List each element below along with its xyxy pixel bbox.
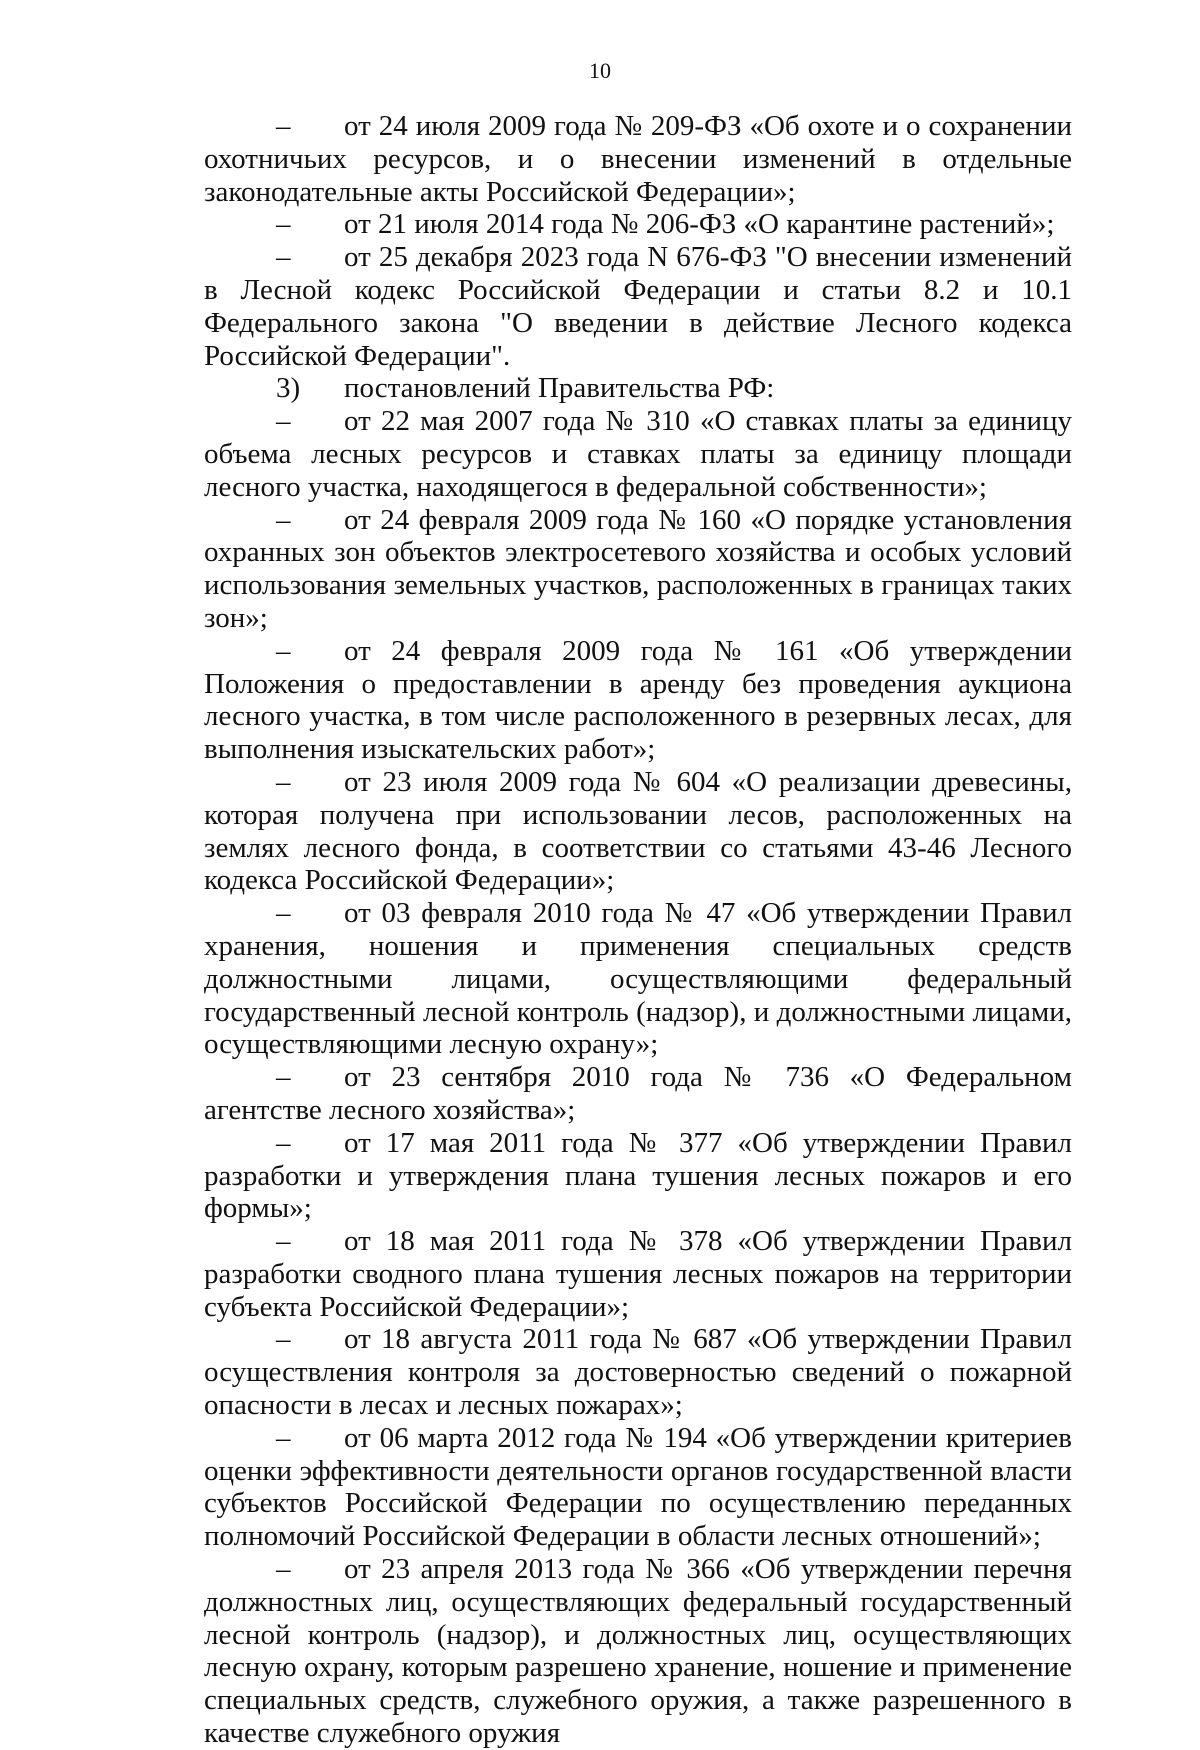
list-item-text: от 22 мая 2007 года № 310 «О ставках платы за единицу объема лесных ресурсов и ставках платы за единицу площади лесного участка, находящегося в федеральной собственности»; [204,405,1072,503]
list-item-text: от 18 мая 2011 года № 378 «Об утверждении Правил разработки сводного плана тушения лесных пожаров на территории субъекта Российской Федерации»; [204,1225,1072,1323]
list-item-text: от 24 февраля 2009 года № 161 «Об утверждении Положения о предоставлении в аренду без проведения аукциона лесного участка, в том числе расположенного в резервных лесах, для выполнения изыскательских работ»; [204,634,1072,766]
list-item [204,405,1072,503]
list-item-text: от 24 июля 2009 года № 209-ФЗ «Об охоте и о сохранении охотничьих ресурсов, и о внесении изменений в отдельные законодательные акты Российской Федерации»; [204,110,1072,208]
list-marker: – [276,1126,291,1159]
list-item-text: от 03 февраля 2010 года № 47 «Об утверждении Правил хранения, ношения и применения специальных средств должностными лицами, осуществляющими федеральный государственный лесной контроль (надзор), и должностными лицами, осуществляющими лесную охрану»; [204,897,1072,1061]
list-item [204,1422,1072,1553]
document-body [204,110,1072,1750]
list-marker: – [276,110,291,142]
list-item-text: от 23 апреля 2013 года № 366 «Об утверждении перечня должностных лиц, осуществляющих федеральный государственный лесной контроль (надзор), и должностных лиц, осуществляющих лесную охрану, которым разрешено хранение, ношение и применение специальных средств, служебного оружия, а также разрешенного в качестве служебного оружия [204,1553,1072,1750]
list-item [204,766,1072,897]
list-item-text: от 21 июля 2014 года № 206-ФЗ «О карантине растений»; [344,208,1055,241]
list-item-text: от 24 февраля 2009 года № 160 «О порядке установления охранных зон объектов электросетевого хозяйства и особых условий использования земельных участков, расположенных в границах таких зон»; [204,503,1072,634]
list-item [204,1127,1072,1225]
list-item-text: от 18 августа 2011 года № 687 «Об утверждении Правил осуществления контроля за достоверностью сведений о пожарной опасности в лесах и лесных пожарах»; [204,1323,1072,1422]
list-marker: – [276,1323,291,1356]
list-item-text: от 17 мая 2011 года № 377 «Об утверждении Правил разработки и утверждения плана тушения лесных пожаров и его формы»; [204,1126,1072,1225]
list-marker: – [276,241,291,274]
list-marker: – [276,208,291,241]
list-item [204,208,1072,241]
list-item [204,110,1072,208]
list-item-text: от 06 марта 2012 года № 194 «Об утверждении критериев оценки эффективности деятельности органов государственной власти субъектов Российской Федерации по осуществлению переданных полномочий Российской Федерации в области лесных отношений»; [204,1421,1072,1553]
list-marker: – [276,1421,291,1454]
list-item-text: от 23 сентября 2010 года № 736 «О Федеральном агентстве лесного хозяйства»; [204,1061,1072,1126]
list-item [204,1225,1072,1323]
list-item [204,1061,1072,1127]
list-marker: 3) [276,372,301,405]
list-item [204,1553,1072,1750]
list-marker: – [276,1553,291,1586]
list-item [204,635,1072,766]
list-marker: – [276,405,291,438]
list-item-text: от 23 июля 2009 года № 604 «О реализации древесины, которая получена при использовании лесов, расположенных на землях лесного фонда, в соответствии со статьями 43-46 Лесного кодекса Российской Федерации»; [204,765,1072,897]
list-item-text: от 25 декабря 2023 года N 676-ФЗ "О внесении изменений в Лесной кодекс Российской Федерации и статьи 8.2 и 10.1 Федерального закона "О введении в действие Лесного кодекса Российской Федерации". [204,241,1072,372]
list-item [204,1323,1072,1421]
list-marker: – [276,634,291,667]
list-marker: – [276,765,291,798]
page-number: 10 [589,58,611,83]
list-marker: – [276,1225,291,1258]
list-marker: – [276,503,291,536]
list-item-text: постановлений Правительства РФ: [344,372,775,405]
list-item [204,241,1072,372]
list-marker: – [276,1061,291,1094]
list-marker: – [276,897,291,930]
list-item [204,504,1072,635]
list-item [204,897,1072,1061]
list-item [204,372,1072,405]
